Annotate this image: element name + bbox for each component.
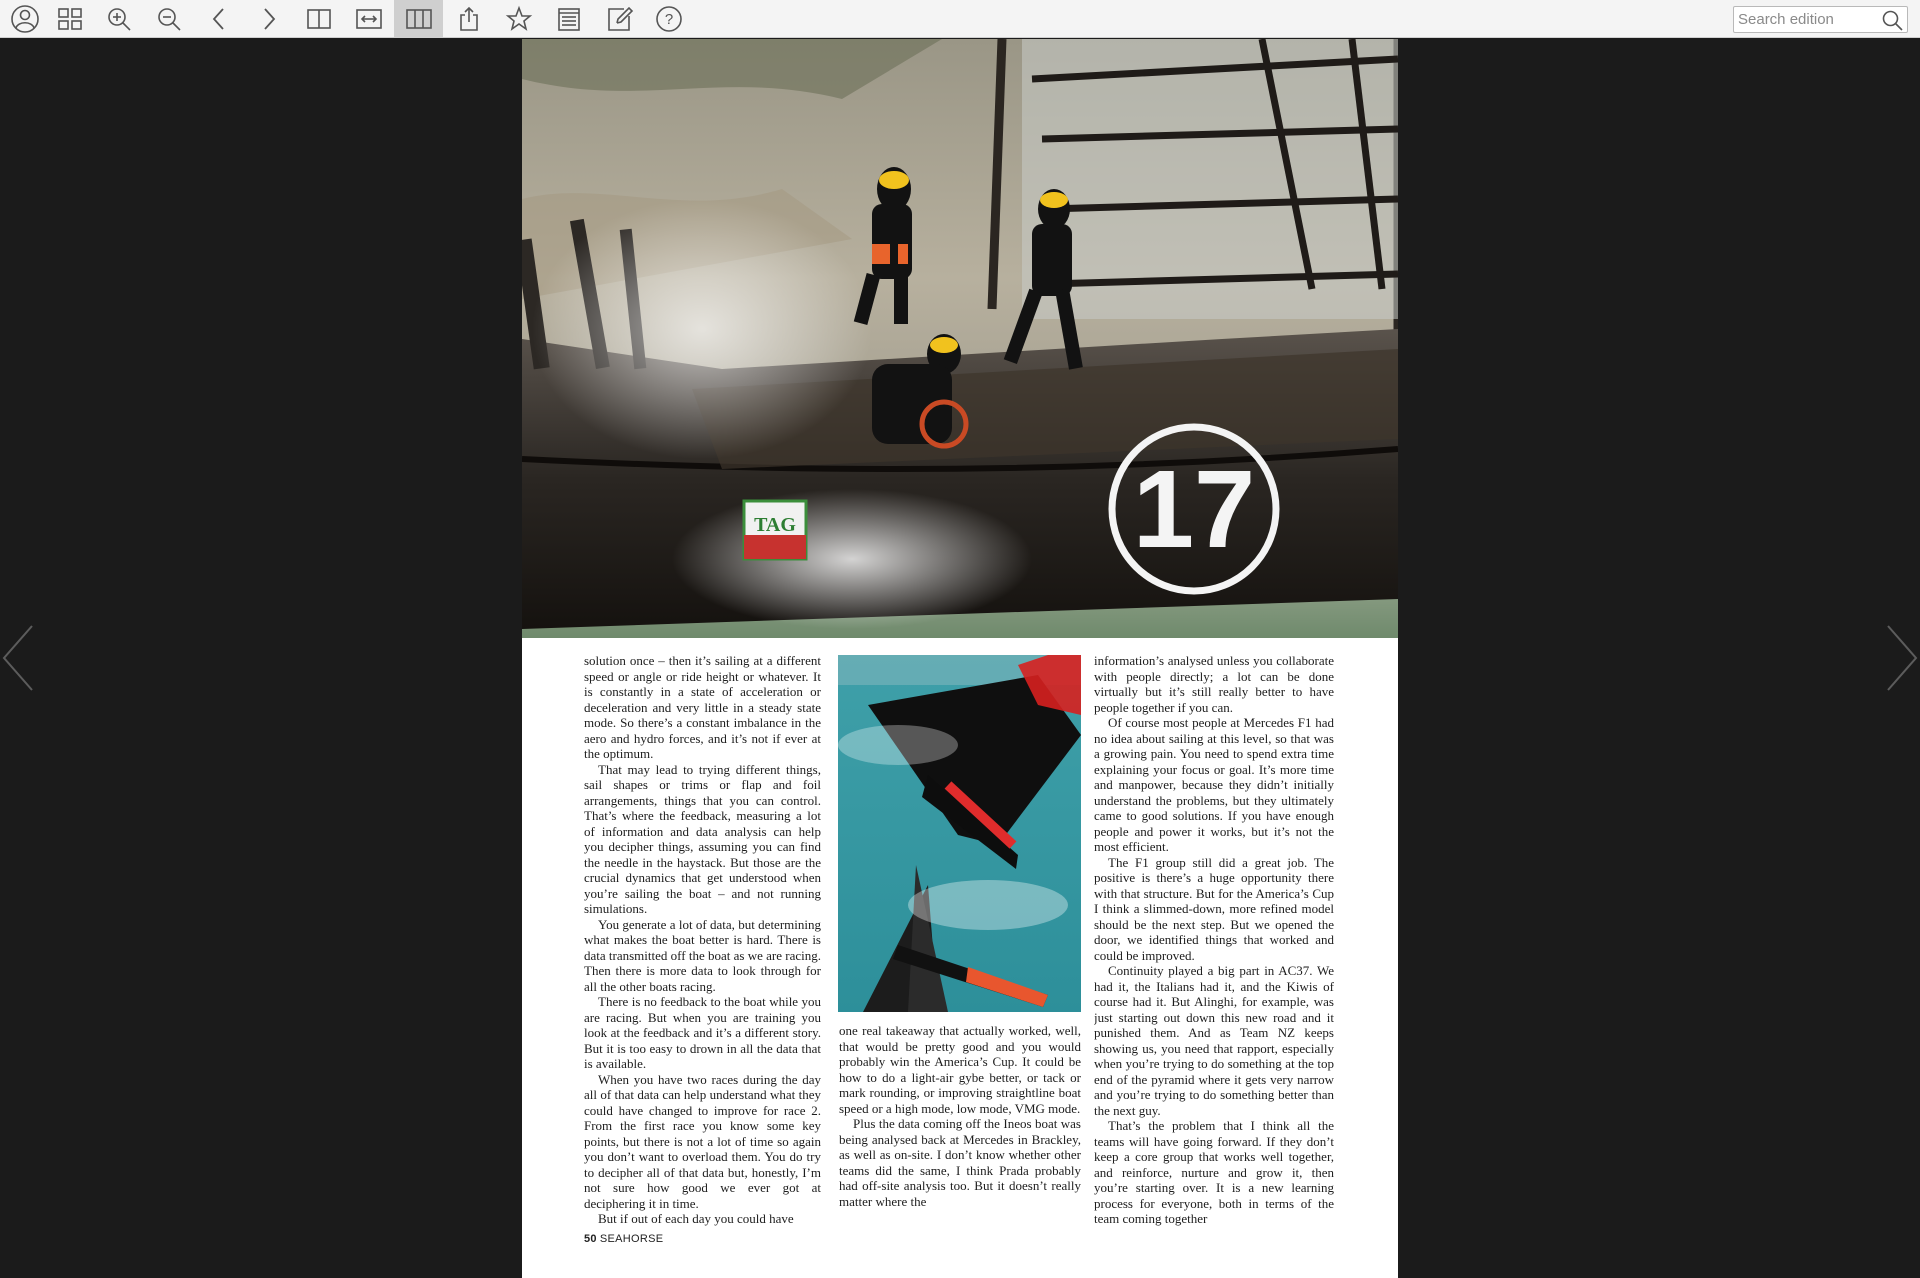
next-page-icon[interactable] [244,0,293,38]
previous-page-icon[interactable] [194,0,243,38]
foiling-boats-photo [838,655,1081,1012]
article-column-2 [839,1023,1081,1263]
paragraph: That’s the problem that I think all the teams will have going forward. If they don’t keep a core group that works well together, and reinforce, nurture and grow it, then you’re starting over. It is a new learning process for everyone, both in terms of the team coming together [1094,1118,1334,1226]
paragraph: You generate a lot of data, but determining what makes the boat better is hard. There is data transmitted off the boat as we are racing. Then there is more data to look through for all the other boats racing. [584,916,821,994]
magazine-title: SEAHORSE [599,1233,664,1245]
search-icon[interactable] [1880,8,1905,33]
paragraph: Of course most people at Mercedes F1 had no idea about sailing at this level, so that was a growing pain. You need to spend extra time explaining your focus or goal. It’s more time and manpower, because they didn’t initially understand the problems, but they ultimately came to good solutions. If you have enough people and power it works, but it’s not the most efficient. [1094,715,1334,854]
search-input[interactable] [1734,7,1879,32]
paragraph: That may lead to trying different things, sail shapes or trims or flap and foil arrangements, things that you can control. That’s where the feedback, measuring a lot of information and data analysis can help you decipher things, assuming you can find the needle in the haystack. But those are the crucial dynamics that get understood when you’re sailing the boat – and not running simulations. [584,761,821,916]
svg-text:?: ? [664,11,673,28]
toolbar [0,0,1920,38]
article-column-1 [584,653,821,1265]
zoom-in-icon[interactable] [94,0,143,38]
zoom-out-icon[interactable] [144,0,193,38]
contents-icon[interactable] [544,0,593,38]
paragraph: When you have two races during the day all of that data can help understand what they could have changed to improve for race 2. From the first race you know some key points, but there is not a lot of time so again you don’t want to overload them. You do try to decipher all of that data but, honestly, I’m not sure how good we ever got at deciphering it in time. [584,1071,821,1211]
fit-width-icon[interactable] [344,0,393,38]
article-column-3 [1094,653,1334,1265]
svg-text:TAG: TAG [754,514,796,536]
grid-view-icon[interactable] [45,0,94,38]
magazine-page [522,39,1398,1278]
paragraph: The F1 group still did a great job. The positive is there’s a huge opportunity there with that structure. But for the America’s Cup I think a slimmed-down, more refined model should be the next step. But we opened the door, we identified things that worked and could be improved. [1094,854,1334,963]
share-icon[interactable] [444,0,493,38]
hull-number-label: 17 [1132,448,1256,571]
next-page-arrow[interactable] [1880,622,1920,694]
double-page-icon[interactable] [394,0,443,38]
bookmark-star-icon[interactable] [494,0,543,38]
user-icon[interactable] [0,0,49,38]
previous-page-arrow[interactable] [0,622,40,694]
paragraph: Continuity played a big part in AC37. We had it, the Italians had it, and the Kiwis of course had it. But Alinghi, for example, was just starting out down this new road and it punished them. And as Team NZ keeps showing us, you need that rapport, especially when you’re trying to do something at the top end of the pyramid where it gets very narrow and you’re trying to do something better than the next guy. [1094,963,1334,1118]
help-icon[interactable] [644,0,693,38]
page-folio [584,1233,663,1245]
paragraph: But if out of each day you could have [598,1211,794,1226]
page-number: 50 [584,1233,597,1245]
paragraph: information’s analysed unless you collaborate with people directly; a lot can be done virtually but it’s still really better to have people together if you can. [1094,653,1334,715]
paragraph: solution once – then it’s sailing at a different speed or angle or ride height or whatever. It is constantly in a state of acceleration or deceleration and very little in a steady state mode. So there’s a constant imbalance in the aero and hydro forces, and it’s not if ever at the optimum. [584,653,821,761]
paragraph: There is no feedback to the boat while you are racing. But when you are training you look at the feedback and it’s a different story. But it is too easy to drown in all the data that is available. [584,994,821,1071]
paragraph: one real takeaway that actually worked, well, that would be pretty good and you would probably win the America’s Cup. It could be how to do a light-air gybe better, or tack or mark rounding, or improving straightline boat speed or a high mode, low mode, VMG mode. [839,1023,1081,1116]
notes-edit-icon[interactable] [594,0,643,38]
catamaran-race-photo [522,39,1398,638]
single-page-icon[interactable] [294,0,343,38]
search-box [1733,6,1908,33]
paragraph: Plus the data coming off the Ineos boat was being analysed back at Mercedes in Brackley, as well as on-site. I don’t know whether other teams did the same, I think Prada probably had off-site analysis too. But it doesn’t really matter where the [839,1116,1081,1209]
